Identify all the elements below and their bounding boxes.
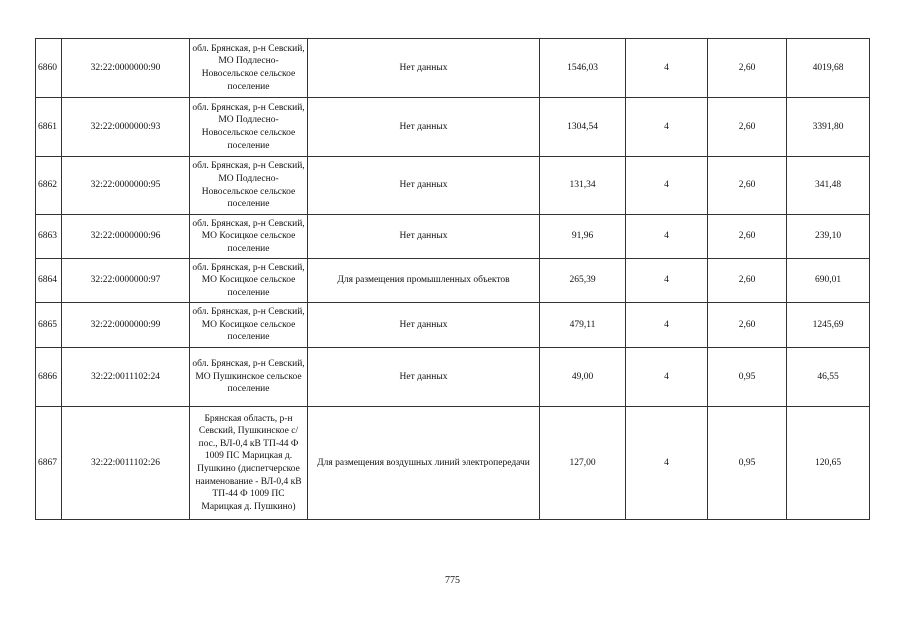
area: 91,96 [540,215,626,259]
purpose: Нет данных [308,348,540,407]
table-row [36,259,870,303]
cadastral-number: 32:22:0000000:96 [62,215,190,259]
table-row [36,348,870,407]
purpose: Нет данных [308,303,540,348]
cadastral-number: 32:22:0000000:93 [62,98,190,157]
group: 4 [626,98,708,157]
address: Брянская область, р-н Севский, Пушкинское с/пос., ВЛ-0,4 кВ ТП-44 Ф 1009 ПС Марицкая д. Пушкино (диспетчерское наименование - ВЛ-0,4 кВ ТП-44 Ф 1009 ПС Марицкая д. Пушкино) [190,407,308,520]
row-number: 6862 [36,157,62,215]
page-number: 775 [445,575,460,586]
purpose: Нет данных [308,98,540,157]
cadastral-value: 120,65 [787,407,870,520]
cadastral-value: 690,01 [787,259,870,303]
group: 4 [626,215,708,259]
address: обл. Брянская, р-н Севский, МО Пушкинское сельское поселение [190,348,308,407]
row-number: 6863 [36,215,62,259]
cadastral-number: 32:22:0011102:26 [62,407,190,520]
address: обл. Брянская, р-н Севский, МО Подлесно-Новосельское сельское поселение [190,98,308,157]
table-row [36,39,870,98]
cadastral-value: 3391,80 [787,98,870,157]
rate: 2,60 [708,303,787,348]
group: 4 [626,407,708,520]
area: 49,00 [540,348,626,407]
cadastral-number: 32:22:0000000:90 [62,39,190,98]
rate: 0,95 [708,348,787,407]
group: 4 [626,303,708,348]
rate: 2,60 [708,39,787,98]
table-row [36,157,870,215]
area: 1546,03 [540,39,626,98]
cadastral-value: 4019,68 [787,39,870,98]
address: обл. Брянская, р-н Севский, МО Подлесно-Новосельское сельское поселение [190,39,308,98]
cadastral-number: 32:22:0000000:99 [62,303,190,348]
cadastral-value: 46,55 [787,348,870,407]
area: 131,34 [540,157,626,215]
rate: 2,60 [708,157,787,215]
rate: 2,60 [708,215,787,259]
row-number: 6866 [36,348,62,407]
group: 4 [626,348,708,407]
area: 127,00 [540,407,626,520]
purpose: Нет данных [308,157,540,215]
cadastral-value: 239,10 [787,215,870,259]
area: 265,39 [540,259,626,303]
purpose: Нет данных [308,215,540,259]
purpose: Для размещения воздушных линий электропередачи [308,407,540,520]
table-row [36,215,870,259]
table-row [36,303,870,348]
address: обл. Брянская, р-н Севский, МО Подлесно-Новосельское сельское поселение [190,157,308,215]
rate: 0,95 [708,407,787,520]
cadastral-value: 341,48 [787,157,870,215]
purpose: Нет данных [308,39,540,98]
purpose: Для размещения промышленных объектов [308,259,540,303]
cadastral-number: 32:22:0000000:95 [62,157,190,215]
rate: 2,60 [708,259,787,303]
cadastral-value: 1245,69 [787,303,870,348]
area: 479,11 [540,303,626,348]
group: 4 [626,39,708,98]
row-number: 6861 [36,98,62,157]
group: 4 [626,157,708,215]
rate: 2,60 [708,98,787,157]
table-row [36,407,870,520]
group: 4 [626,259,708,303]
address: обл. Брянская, р-н Севский, МО Косицкое сельское поселение [190,259,308,303]
row-number: 6865 [36,303,62,348]
address: обл. Брянская, р-н Севский, МО Косицкое сельское поселение [190,215,308,259]
table-row [36,98,870,157]
row-number: 6860 [36,39,62,98]
area: 1304,54 [540,98,626,157]
row-number: 6867 [36,407,62,520]
cadastral-number: 32:22:0000000:97 [62,259,190,303]
land-registry-table [35,38,870,520]
address: обл. Брянская, р-н Севский, МО Косицкое сельское поселение [190,303,308,348]
row-number: 6864 [36,259,62,303]
cadastral-number: 32:22:0011102:24 [62,348,190,407]
